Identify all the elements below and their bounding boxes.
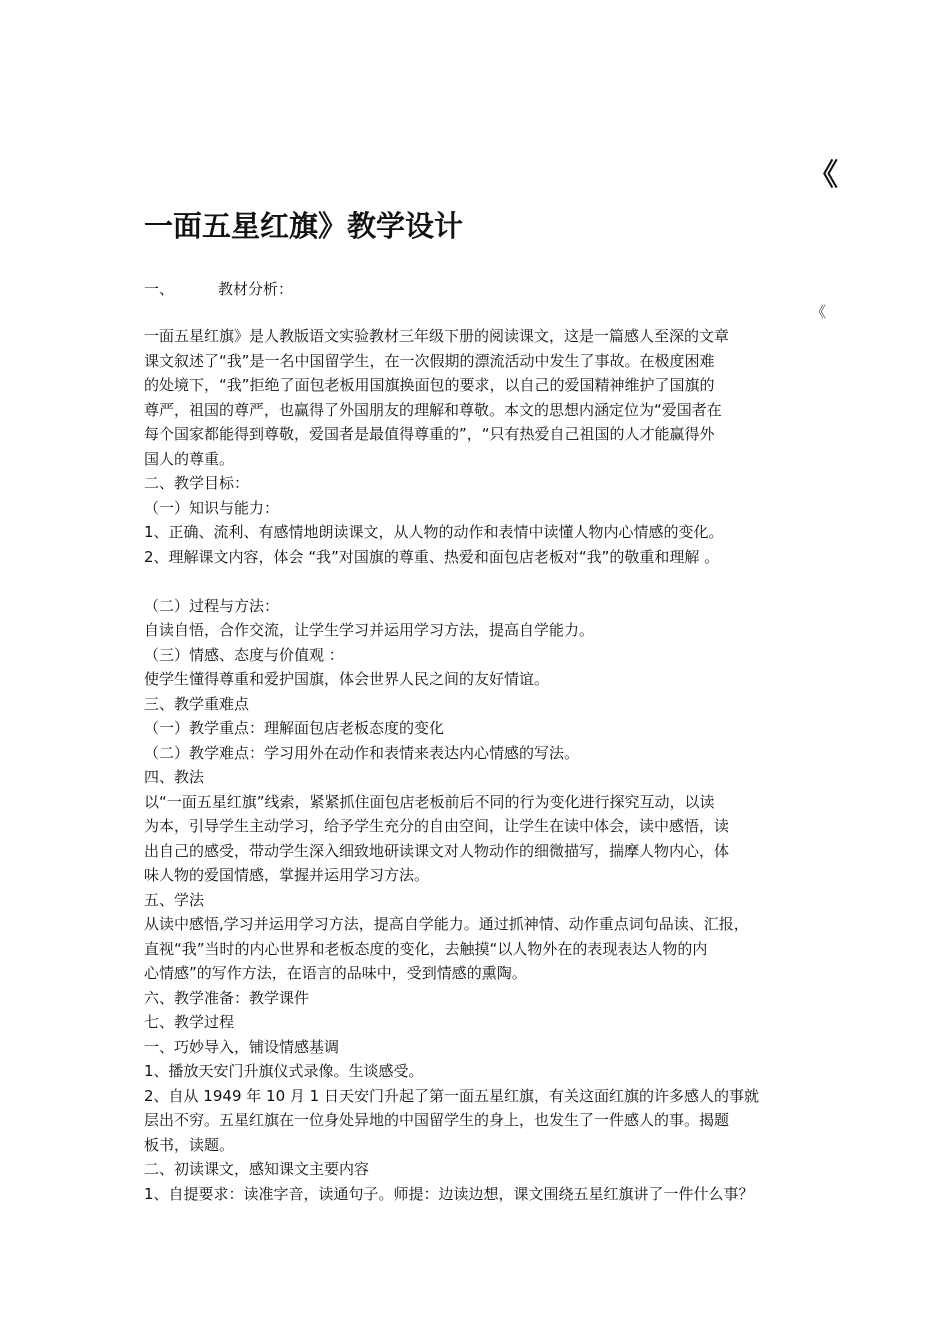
text-line: 1、自提要求：读准字音，读通句子。师提：边读边想，课文围绕五星红旗讲了一件什么事？ [144, 1184, 754, 1203]
text-line: 为本，引导学生主动学习，给予学生充分的自由空间，让学生在读中体会，读中感悟，读 [144, 817, 730, 835]
text-line: 直视“我”当时的内心世界和老板态度的变化，去触摸“以人物外在的表现表达人物的内 [144, 939, 708, 958]
text-line: 四、教法 [144, 768, 205, 786]
text-line: 五、学法 [144, 890, 205, 909]
text-line: 味人物的爱国情感，掌握并运用学习方法。 [144, 866, 430, 884]
text-line: （一）知识与能力： [144, 498, 280, 517]
text-line: 七、教学过程 [144, 1013, 235, 1031]
text-line: 六、教学准备：教学课件 [144, 988, 310, 1007]
text-line: （二）教学难点：学习用外在动作和表情来表达内心情感的写法。 [144, 743, 580, 762]
text-line: 使学生懂得尊重和爱护国旗，体会世界人民之间的友好情谊。 [144, 670, 550, 688]
text-line: 层出不穷。五星红旗在一位身处异地的中国留学生的身上，也发生了一件感人的事。揭题 [144, 1111, 730, 1129]
text-line: （一）教学重点：理解面包店老板态度的变化 [144, 719, 445, 737]
text-line: 心情感”的写作方法，在语言的品味中，受到情感的熏陶。 [144, 964, 527, 982]
text-line [144, 569, 820, 594]
text-line: 每个国家都能得到尊敬，爱国者是最值得尊重的”，“只有热爱自己祖国的人才能赢得外 [144, 425, 715, 443]
text-line: 二、初读课文，感知课文主要内容 [144, 1160, 370, 1178]
text-line: 自读自悟，合作交流，让学生学习并运用学习方法，提高自学能力。 [144, 621, 595, 639]
text-line: 2、自从 1949 年 10 月 1 日天安门升起了第一面五星红旗，有关这面红旗的许多感人的事就 [144, 1086, 759, 1105]
section-heading-materials [144, 278, 293, 300]
text-line: 出自己的感受，带动学生深入细致地研读课文对人物动作的细微描写，揣摩人物内心，体 [144, 841, 730, 860]
text-line: 2、理解课文内容，体会 “我”对国旗的尊重、热爱和面包店老板对“我”的敬重和理解 。 [144, 547, 720, 566]
section-label: 教材分析： [218, 280, 294, 298]
text-line: 尊严，祖国的尊严，也赢得了外国朋友的理解和尊敬。本文的思想内涵定位为“爱国者在 [144, 400, 722, 419]
text-line: 二、教学目标： [144, 474, 250, 492]
text-line: 板书，读题。 [144, 1135, 235, 1154]
text-line: （三）情感、态度与价值观 ： [144, 645, 344, 664]
section-number: 一、 [144, 280, 175, 298]
text-line: 1、播放天安门升旗仪式录像。生谈感受。 [144, 1062, 424, 1080]
document-body [144, 324, 820, 1206]
text-line: 三、教学重难点 [144, 694, 250, 713]
text-line: （二）过程与方法： [144, 596, 280, 615]
text-line: 一面五星红旗》是人教版语文实验教材三年级下册的阅读课文，这是一篇感人至深的文章 [144, 327, 730, 345]
paragraph-open-bracket: 《 [810, 303, 826, 321]
document-title: 一面五星红旗》教学设计 [144, 209, 464, 243]
text-line: 1、正确、流利、有感情地朗读课文，从人物的动作和表情中读懂人物内心情感的变化。 [144, 523, 724, 541]
text-line: 以“一面五星红旗”线索，紧紧抓住面包店老板前后不同的行为变化进行探究互动，以读 [144, 792, 715, 811]
title-open-bracket: 《 [808, 158, 838, 193]
text-line: 从读中感悟,学习并运用学习方法，提高自学能力。通过抓神情、动作重点词句品读、汇报， [144, 915, 749, 933]
text-line: 课文叙述了“我”是一名中国留学生，在一次假期的漂流活动中发生了事故。在极度困难 [144, 351, 715, 370]
text-line: 国人的尊重。 [144, 449, 235, 468]
text-line: 一、巧妙导入，铺设情感基调 [144, 1037, 340, 1056]
text-line: 的处境下，“我”拒绝了面包老板用国旗换面包的要求，以自己的爱国精神维护了国旗的 [144, 376, 715, 394]
